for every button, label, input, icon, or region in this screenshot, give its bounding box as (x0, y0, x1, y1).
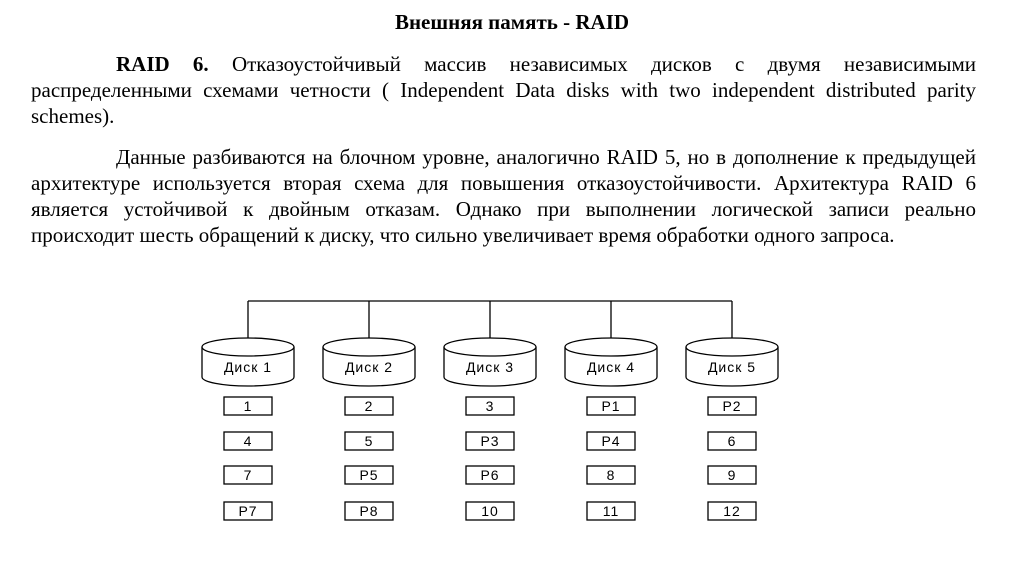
data-block (708, 397, 756, 415)
data-block-label: P4 (601, 433, 621, 449)
data-block-label: P3 (480, 433, 500, 449)
data-block (224, 502, 272, 520)
disk-3 (444, 338, 536, 520)
data-block-label: 12 (723, 503, 741, 519)
data-block (466, 397, 514, 415)
raid6-definition-text: Отказоустойчивый массив независимых дисков с двумя независимыми распределенными схемами четности ( Independent Data disks with two independent distributed parity schemes). (31, 52, 976, 128)
disk-label: Диск 2 (344, 359, 394, 375)
data-block-label: P1 (601, 398, 621, 414)
bus-lines (248, 301, 732, 338)
data-block (345, 466, 393, 484)
disk-cylinder-top (323, 338, 415, 356)
disk-label: Диск 3 (465, 359, 515, 375)
data-block (708, 466, 756, 484)
data-block (708, 502, 756, 520)
disk-2 (323, 338, 415, 520)
data-block (345, 397, 393, 415)
data-block (466, 432, 514, 450)
data-block (224, 397, 272, 415)
data-block (345, 502, 393, 520)
data-block-label: 9 (727, 467, 737, 483)
data-block-label: 8 (606, 467, 616, 483)
raid6-lead: RAID 6. (116, 52, 209, 76)
data-block-label: 5 (364, 433, 374, 449)
disk-label: Диск 4 (586, 359, 636, 375)
data-block-label: P7 (238, 503, 258, 519)
disk-cylinder-top (565, 338, 657, 356)
data-block (224, 466, 272, 484)
disk-cylinder-top (202, 338, 294, 356)
data-block (466, 502, 514, 520)
disk-cylinder-top (686, 338, 778, 356)
data-block (587, 502, 635, 520)
data-block (587, 466, 635, 484)
data-block-label: P2 (722, 398, 742, 414)
data-block-label: 2 (364, 398, 374, 414)
page-title: Внешняя память - RAID (394, 10, 630, 34)
data-block-label: 6 (727, 433, 737, 449)
data-block-label: P5 (359, 467, 379, 483)
disk-cylinder-top (444, 338, 536, 356)
disk-4 (565, 338, 657, 520)
data-block (224, 432, 272, 450)
data-block (587, 397, 635, 415)
data-block (587, 432, 635, 450)
data-block (708, 432, 756, 450)
disk-label: Диск 5 (707, 359, 757, 375)
data-block-label: P6 (480, 467, 500, 483)
data-block-label: 10 (481, 503, 499, 519)
data-block-label: 1 (243, 398, 253, 414)
data-block-label: 11 (602, 503, 620, 519)
data-block-label: 3 (485, 398, 495, 414)
data-block-label: P8 (359, 503, 379, 519)
data-block-label: 7 (243, 467, 253, 483)
disk-5 (686, 338, 778, 520)
paragraph-raid6-description: Данные разбиваются на блочном уровне, аналогично RAID 5, но в дополнение к предыдущей архитектуре используется вторая схема для повышения отказоустойчивости. Архитектура RAID 6 является устойчивой к двойным отказам. Однако при выполнении логической записи реально происходит шесть обращений к диску, что сильно увеличивает время обработки одного запроса. (31, 145, 976, 247)
disk-1 (202, 338, 294, 520)
data-block-label: 4 (243, 433, 253, 449)
disk-label: Диск 1 (223, 359, 273, 375)
data-block (466, 466, 514, 484)
data-block (345, 432, 393, 450)
